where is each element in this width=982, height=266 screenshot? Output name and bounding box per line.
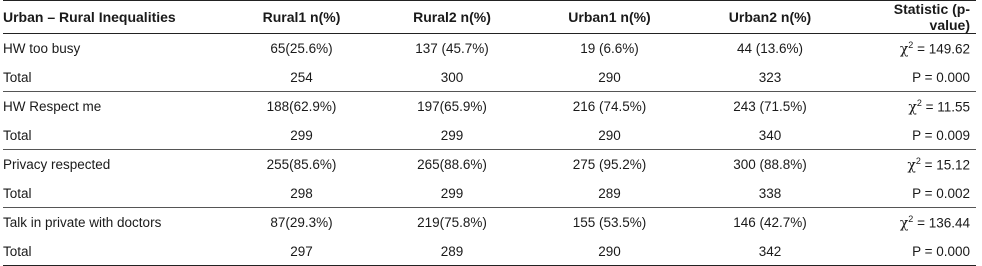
cell-urban1: 19 (6.6%)	[580, 41, 639, 56]
cell-p-value: P = 0.002	[850, 179, 976, 208]
row-label: Total	[3, 179, 228, 208]
chi-superscript: 2	[915, 155, 921, 166]
cell-urban1: 216 (74.5%)	[572, 99, 647, 114]
cell-urban2: 300 (88.8%)	[733, 157, 807, 172]
cell-rural1: 65(25.6%)	[270, 41, 333, 56]
row-label: Total	[3, 121, 228, 150]
cell-rural2: 197(65.9%)	[417, 99, 487, 114]
header-urban1: Urban1 n(%)	[529, 1, 690, 34]
cell-rural2: 265(88.6%)	[417, 157, 487, 172]
row-label: Privacy respected	[3, 157, 111, 172]
cell-chi-square	[850, 92, 976, 122]
table-row	[3, 150, 976, 180]
chi-symbol: χ	[907, 157, 916, 174]
cell-urban1: 290	[529, 121, 690, 150]
table-row	[3, 34, 976, 64]
row-label: Total	[3, 63, 228, 92]
cell-p-value: P = 0.000	[850, 63, 976, 92]
chi-symbol: χ	[899, 215, 909, 232]
cell-urban2: 243 (71.5%)	[733, 99, 807, 114]
cell-urban2: 340	[690, 121, 850, 150]
chi-value: = 149.62	[913, 41, 970, 57]
table-row	[3, 208, 976, 238]
cell-rural2: 299	[375, 179, 529, 208]
cell-urban2: 342	[690, 237, 850, 266]
cell-rural2: 289	[375, 237, 529, 266]
header-row	[3, 1, 976, 34]
cell-p-value: P = 0.009	[850, 121, 976, 150]
header-statistic: Statistic (p-value)	[850, 1, 976, 34]
cell-chi-square	[850, 34, 976, 64]
row-label: Talk in private with doctors	[3, 215, 162, 230]
cell-urban2: 338	[690, 179, 850, 208]
table-row-total	[3, 121, 976, 150]
chi-superscript: 2	[916, 97, 922, 108]
chi-value: = 15.12	[920, 157, 970, 173]
row-label: HW too busy	[3, 41, 81, 56]
cell-urban1: 290	[529, 63, 690, 92]
chi-superscript: 2	[908, 213, 914, 224]
cell-rural2: 219(75.8%)	[417, 215, 487, 230]
chi-symbol: χ	[908, 99, 917, 116]
cell-urban1: 275 (95.2%)	[572, 157, 647, 172]
cell-rural1: 87(29.3%)	[270, 215, 333, 230]
cell-rural1: 188(62.9%)	[266, 99, 337, 114]
cell-rural2: 299	[375, 121, 529, 150]
chi-symbol: χ	[899, 41, 909, 58]
cell-rural1: 297	[228, 237, 375, 266]
header-category: Urban – Rural Inequalities	[3, 1, 228, 34]
cell-rural1: 255(85.6%)	[266, 157, 337, 172]
cell-rural2: 300	[375, 63, 529, 92]
chi-value: = 11.55	[921, 99, 970, 115]
chi-superscript: 2	[908, 39, 914, 50]
header-rural1: Rural1 n(%)	[228, 1, 375, 34]
cell-urban1: 290	[529, 237, 690, 266]
table-row-total	[3, 63, 976, 92]
header-rural2: Rural2 n(%)	[375, 1, 529, 34]
cell-urban1: 289	[529, 179, 690, 208]
cell-urban1: 155 (53.5%)	[572, 215, 647, 230]
table-row-total	[3, 179, 976, 208]
row-label: Total	[3, 237, 228, 266]
cell-urban2: 44 (13.6%)	[736, 41, 804, 56]
inequalities-table	[3, 0, 976, 266]
cell-urban2: 146 (42.7%)	[733, 215, 807, 230]
cell-p-value: P = 0.000	[850, 237, 976, 266]
table-row	[3, 92, 976, 122]
cell-urban2: 323	[690, 63, 850, 92]
cell-rural1: 254	[228, 63, 375, 92]
cell-chi-square	[850, 150, 976, 180]
cell-rural1: 298	[228, 179, 375, 208]
chi-value: = 136.44	[913, 215, 970, 231]
cell-rural2: 137 (45.7%)	[415, 41, 489, 56]
cell-chi-square	[850, 208, 976, 238]
cell-rural1: 299	[228, 121, 375, 150]
header-urban2: Urban2 n(%)	[690, 1, 850, 34]
row-label: HW Respect me	[3, 99, 102, 114]
table-row-total	[3, 237, 976, 266]
